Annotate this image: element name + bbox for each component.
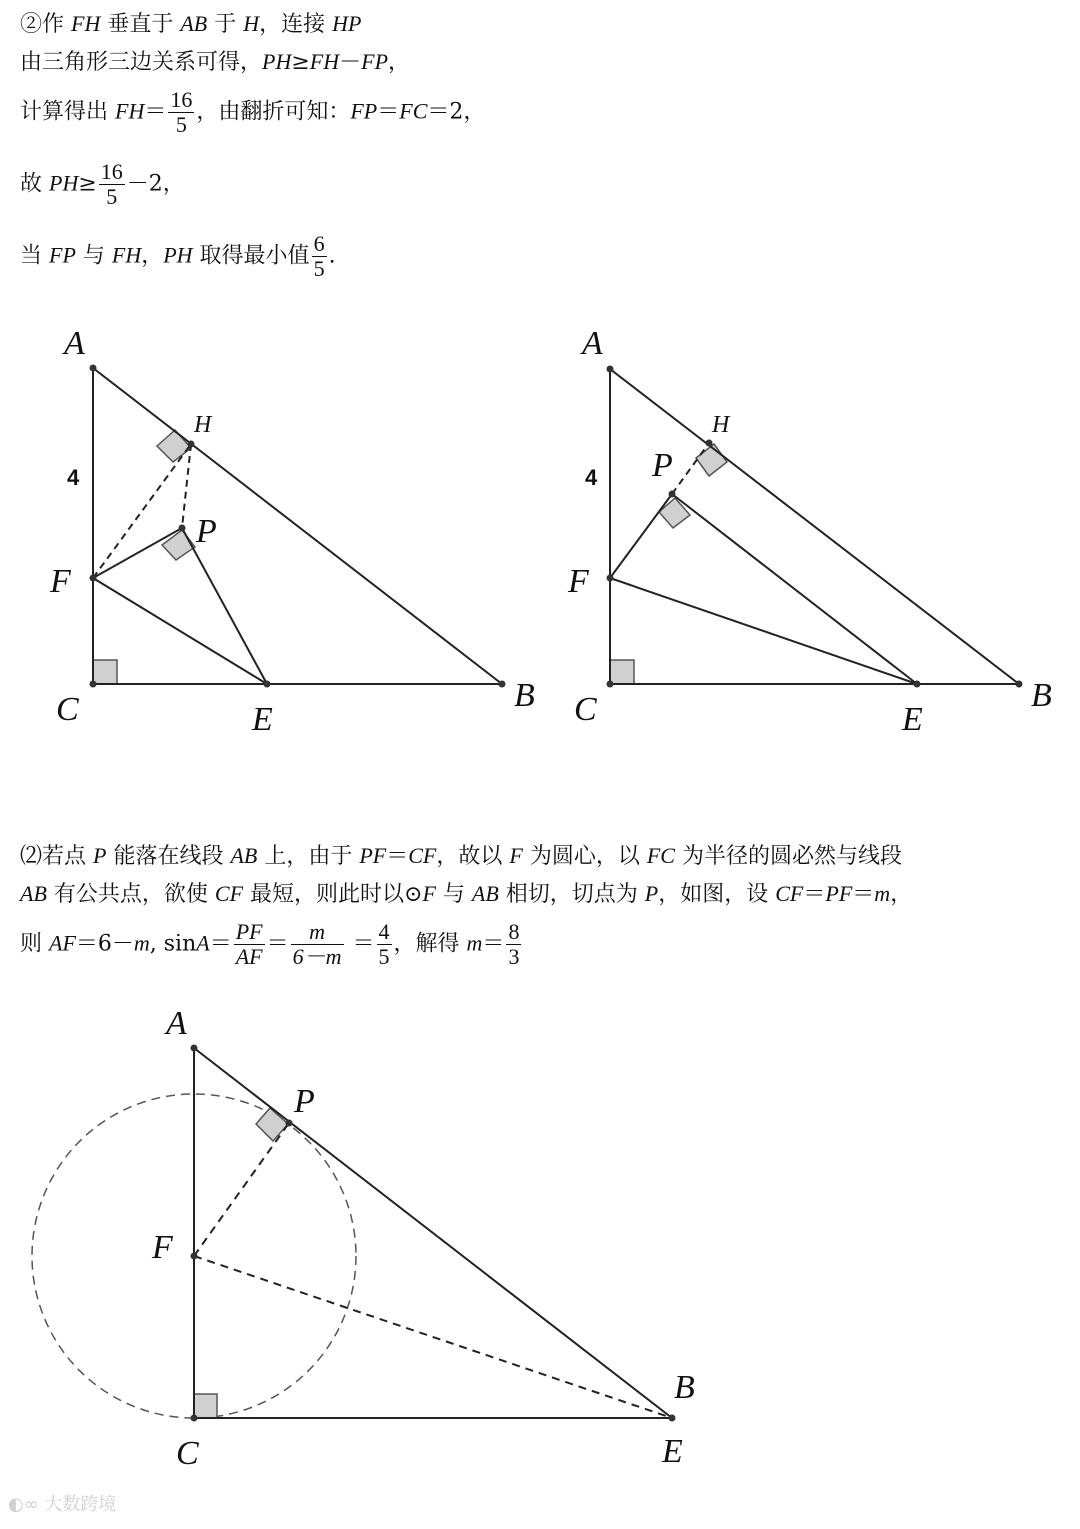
t: 取得最小值 [192, 243, 310, 269]
t: 当 [20, 243, 49, 269]
t: AF [49, 930, 76, 956]
t: FP [350, 98, 378, 124]
t: PF [825, 881, 853, 906]
point-b [669, 1415, 676, 1422]
t: －2， [126, 171, 185, 197]
t: AB [20, 881, 47, 906]
t: ＝ [386, 844, 409, 869]
fraction-numerator: 4 [378, 919, 390, 944]
t: ②作 [20, 12, 71, 37]
fraction-denominator: 5 [106, 184, 118, 209]
label-side-length: 4 [585, 465, 598, 490]
t: 与 [75, 243, 112, 269]
fraction-denominator: AF [235, 944, 263, 969]
t: ， [141, 243, 164, 269]
fraction-numerator: PF [235, 919, 263, 944]
fraction-denominator: 5 [175, 112, 187, 137]
t: ＝ [209, 931, 232, 957]
label-p: P [652, 447, 673, 484]
segment-fb-dashed [194, 1256, 672, 1418]
label-p: P [294, 1083, 315, 1120]
t: H [243, 11, 260, 36]
fraction-numerator: 16 [100, 159, 123, 184]
t: ⑵若点 [20, 844, 93, 869]
t: 有公共点，欲使 [46, 882, 215, 907]
fraction-numerator: 8 [508, 919, 520, 944]
t: A [196, 930, 210, 956]
t: ＝2， [427, 99, 486, 125]
t: CF [775, 881, 804, 906]
t: 为圆心，以 [522, 844, 647, 869]
t: PH [163, 242, 193, 268]
t: ＝6－ [75, 931, 134, 957]
t: FP [49, 242, 76, 268]
label-side-length: 4 [67, 465, 80, 490]
t: ≥ [291, 50, 310, 75]
t: P [93, 843, 107, 868]
point-c [191, 1415, 198, 1422]
t: 由三角形三边关系可得， [20, 50, 263, 75]
label-p: P [196, 513, 217, 550]
t: PH [49, 170, 79, 196]
t: FC [646, 843, 675, 868]
t: ，解得 [393, 931, 467, 957]
t: － [339, 50, 362, 75]
label-c: C [574, 691, 597, 728]
t: FH [111, 242, 142, 268]
watermark [8, 1490, 116, 1516]
t: FP [361, 49, 389, 74]
label-e: E [902, 701, 923, 738]
t: ＝ [345, 931, 375, 957]
watermark-text: 大数跨境 [44, 1494, 117, 1515]
t: 为半径的圆必然与线段 [674, 844, 902, 869]
t: AB [471, 881, 499, 906]
label-h: H [712, 412, 730, 438]
point-p [286, 1120, 293, 1127]
t: m [133, 930, 150, 956]
t: ＝ [803, 882, 826, 907]
fraction-numerator: 16 [170, 87, 193, 112]
t: PH [262, 49, 292, 74]
fraction-denominator: 6－m [292, 944, 342, 969]
t: 于 [207, 12, 244, 37]
t: CF [214, 881, 244, 906]
fraction-denominator: 5 [378, 944, 390, 969]
fraction-numerator: 6 [313, 231, 325, 256]
t: ，故以 [436, 844, 510, 869]
t: FH [71, 11, 101, 36]
segment-fp-dashed [194, 1123, 289, 1256]
t: CF [408, 843, 437, 868]
t: ，由翻折可知： [196, 99, 351, 125]
t: HP [332, 11, 362, 36]
t: ＝ [377, 99, 400, 125]
t: F [422, 881, 436, 906]
label-b: B [514, 677, 535, 714]
label-b: B [1031, 677, 1052, 714]
t: PF [359, 843, 387, 868]
t: ， [890, 882, 913, 907]
t: m [874, 881, 891, 906]
label-a: A [166, 1005, 187, 1042]
label-f: F [50, 563, 71, 600]
t: , sin [149, 931, 197, 957]
label-e: E [252, 701, 273, 738]
t: 则 [20, 931, 49, 957]
t: ≥ [78, 171, 97, 197]
label-h: H [194, 412, 212, 438]
t: 垂直于 [100, 12, 181, 37]
t: 最短，则此时以⊙ [243, 882, 423, 907]
label-a: A [582, 325, 603, 362]
label-e: E [662, 1433, 683, 1470]
label-c: C [176, 1435, 199, 1472]
label-f: F [152, 1229, 173, 1266]
t: FH [309, 49, 340, 74]
t: ，如图，设 [658, 882, 776, 907]
t: FH [115, 98, 145, 124]
point-a [191, 1045, 198, 1052]
right-angle-mark-c [194, 1394, 217, 1418]
t: FC [399, 98, 428, 124]
fraction-denominator: 5 [313, 256, 325, 281]
t: ＝ [144, 99, 167, 125]
t: ， [388, 50, 411, 75]
t: ，连接 [259, 12, 333, 37]
t: 与 [435, 882, 472, 907]
t: AB [180, 11, 208, 36]
segment-ab [194, 1048, 672, 1418]
t: P [644, 881, 659, 906]
t: 故 [20, 171, 49, 197]
t: ＝ [266, 931, 289, 957]
t: ＝ [482, 931, 505, 957]
t: 计算得出 [20, 99, 115, 125]
t: ＝ [852, 882, 875, 907]
t: . [328, 243, 336, 269]
t: F [509, 843, 523, 868]
label-b: B [674, 1369, 695, 1406]
t: AB [230, 843, 258, 868]
fraction-numerator: m [291, 920, 344, 945]
fraction-denominator: 3 [508, 944, 520, 969]
right-angle-mark-p [256, 1108, 288, 1141]
t: m [466, 930, 483, 956]
label-f: F [568, 563, 589, 600]
t: 上，由于 [257, 844, 360, 869]
label-c: C [56, 691, 79, 728]
watermark-logo-icon: ◐∞ [8, 1494, 45, 1515]
t: 能落在线段 [106, 844, 231, 869]
t: 相切，切点为 [498, 882, 645, 907]
label-a: A [64, 325, 85, 362]
point-f [191, 1253, 198, 1260]
